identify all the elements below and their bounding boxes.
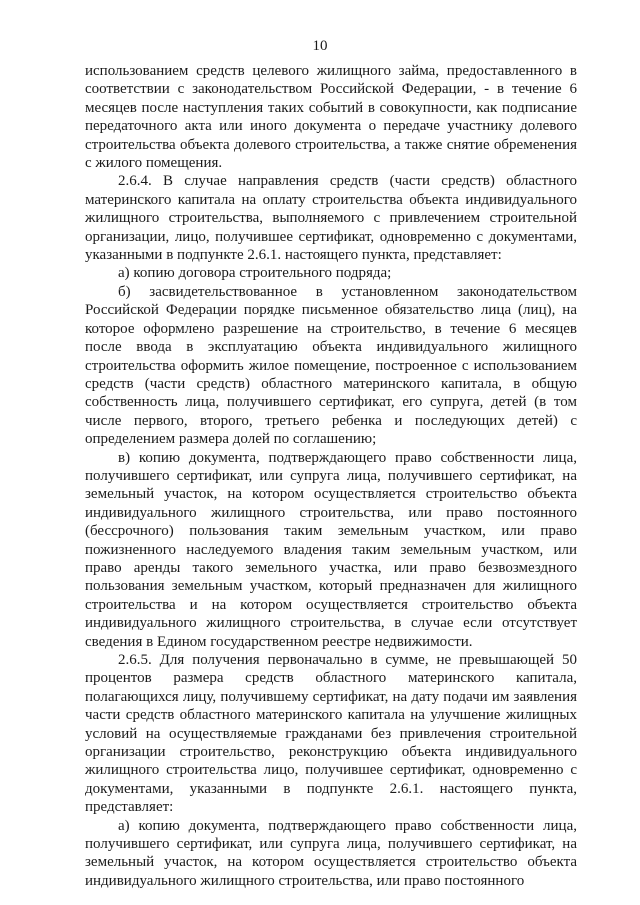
paragraph-item-a: а) копию договора строительного подряда; [118, 265, 392, 282]
paragraph-item-b: б) засвидетельствованное в установленном законодательством Российской Федерации порядке письменное обязательство лица (лиц), на которое оформлено разрешение на строительство, в течение 6 месяцев после ввода в эксплуатацию объекта индивидуального жилищного строительства оформить жилое помещение, построенное с использованием средств (части средств) областного материнского капитала, в общую собственность лица, получившего сертификат, его супруга, детей (в том числе первого, второго, третьего ребенка и последующих детей) с определением размера долей по соглашению; [85, 283, 577, 448]
paragraph-item-v: в) копию документа, подтверждающего право собственности лица, получившего сертификат, или супруга лица, получившего сертификат, на земельный участок, на котором осуществляется строительство объекта индивидуального жилищного строительства, или право постоянного (бессрочного) пользования таким земельным участком, или право пожизненного наследуемого владения таким земельным участком, или право аренды такого земельного участка, или право безвозмездного пользования земельным участком, который предназначен для жилищного строительства и на котором осуществляется строительство объекта индивидуального жилищного строительства, в случае если отсутствует сведения в Едином государственном реестре недвижимости. [85, 449, 577, 650]
document-body [85, 62, 577, 890]
page-number: 10 [312, 38, 328, 54]
paragraph-continuation: использованием средств целевого жилищного займа, предоставленного в соответствии с законодательством Российской Федерации, - в течение 6 месяцев после наступления таких событий в совокупности, как подписание передаточного акта или иного документа о передаче участнику долевого строительства объекта долевого строительства, а также снятие обременения с жилого помещения. [85, 63, 577, 172]
paragraph-2-6-4: 2.6.4. В случае направления средств (части средств) областного материнского капитала на оплату строительства объекта индивидуального жилищного строительства, выполняемого с привлечением строительной организации, лицо, получившее сертификат, одновременно с документами, указанными в подпункте 2.6.1. настоящего пункта, представляет: [85, 173, 577, 264]
paragraph-2-6-5: 2.6.5. Для получения первоначально в сумме, не превышающей 50 процентов размера средств областного материнского капитала, полагающихся лицу, получившему сертификат, на дату подачи им заявления части средств областного материнского капитала на улучшение жилищных условий на осуществляемые гражданами без привлечения строительной организации строительство, реконструкцию объекта индивидуального жилищного строительства лицо, получившее сертификат, одновременно с документами, указанными в подпункте 2.6.1. настоящего пункта, представляет: [85, 652, 577, 816]
paragraph-item-a-2: а) копию документа, подтверждающего право собственности лица, получившего сертификат, или супруга лица, получившего сертификат, на земельный участок, на котором осуществляется строительство объекта индивидуального жилищного строительства, или право постоянного [85, 817, 577, 889]
